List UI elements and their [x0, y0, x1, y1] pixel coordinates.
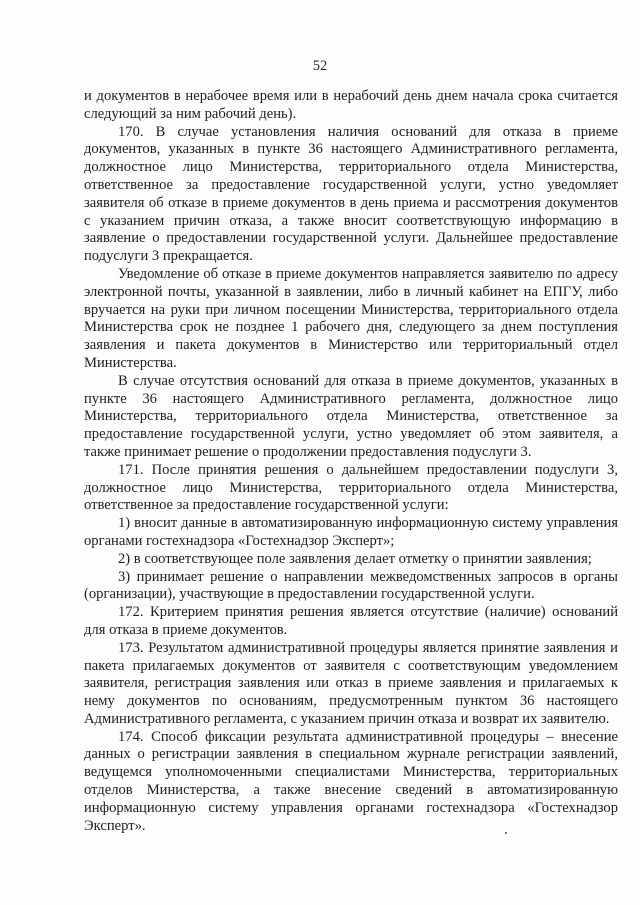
page-number: 52 [312, 58, 328, 74]
paragraph-170: 170. В случае установления наличия оснований для отказа в приеме документов, указанных в пункте 36 настоящего Административного регламента, должностное лицо Министерства, территориального отдела Министерства, ответственное за предоставление государственной услуги, устно уведомляет заявителя об отказе в приеме документов в день приема и рассмотрения документов с указанием причин отказа, а также вносит соответствующую информацию в заявление о предоставлении государственной услуги. Дальнейшее предоставление подуслуги 3 прекращается. [84, 123, 618, 265]
list-item-1: 1) вносит данные в автоматизированную информационную систему управления органами гостехнадзора «Гостехнадзор Эксперт»; [84, 515, 618, 549]
list-item-2: 2) в соответствующее поле заявления делает отметку о принятии заявления; [118, 550, 592, 567]
list-item-3: 3) принимает решение о направлении межведомственных запросов в органы (организации), участвующие в предоставлении государственной услуги. [84, 568, 618, 603]
paragraph-continuation: и документов в нерабочее время или в нерабочий день днем начала срока считается следующий за ним рабочий день). [84, 88, 618, 122]
paragraph-174: 174. Способ фиксации результата административной процедуры – внесение данных о регистрации заявления в специальном журнале регистрации заявлений, ведущемся уполномоченными специалистами Министерства, территориальных отделов Министерства, а также внесение сведений в автоматизированную информационную систему управления органами гостехнадзора «Гостехнадзор Эксперт». [84, 728, 618, 834]
paragraph-refusal-notice: Уведомление об отказе в приеме документов направляется заявителю по адресу электронной почты, указанной в заявлении, либо в личный кабинет на ЕПГУ, либо вручается на руки при личном посещении Министерства, территориального отдела Министерства срок не позднее 1 рабочего дня, следующего за днем поступления заявления и пакета документов в Министерство или территориальный отдел Министерства. [84, 265, 618, 371]
scan-speck [505, 832, 507, 834]
document-body [84, 88, 618, 835]
paragraph-no-grounds: В случае отсутствия оснований для отказа в приеме документов, указанных в пункте 36 настоящего Административного регламента, должностное лицо Министерства, территориального отдела Министерства, ответственное за предоставление государственной услуги, устно уведомляет об этом заявителя, а также принимает решение о продолжении предоставления подуслуги 3. [84, 372, 618, 460]
paragraph-173: 173. Результатом административной процедуры является принятие заявления и пакета прилагаемых документов от заявителя с соответствующим уведомлением заявителя, регистрация заявления или отказ в приеме заявления и прилагаемых к нему документов по основаниям, предусмотренным пунктом 36 настоящего Административного регламента, с указанием причин отказа и возврат их заявителю. [84, 639, 618, 727]
paragraph-171: 171. После принятия решения о дальнейшем предоставлении подуслуги 3, должностное лицо Министерства, территориального отдела Министерства, ответственное за предоставление государственной услуги: [84, 461, 618, 514]
paragraph-172: 172. Критерием принятия решения является отсутствие (наличие) оснований для отказа в приеме документов. [84, 604, 618, 638]
